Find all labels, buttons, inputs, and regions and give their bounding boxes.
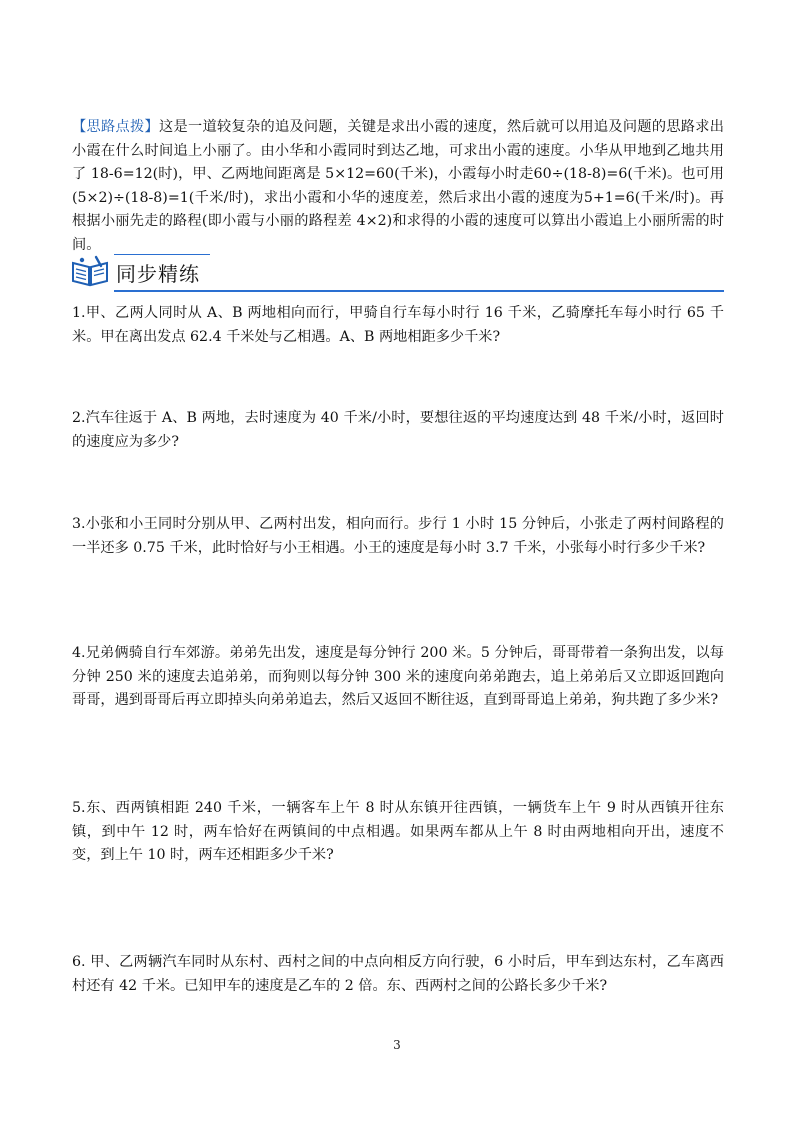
hint-label: 【思路点拨】 bbox=[72, 119, 159, 135]
section-title: 同步精练 bbox=[116, 262, 200, 286]
hint-text: 这是一道较复杂的追及问题，关键是求出小霞的速度，然后就可以用追及问题的思路求出小霞在什么时间追上小丽了。由小华和小霞同时到达乙地，可求出小霞的速度。小华从甲地到乙地共用了 18-6=12(时)，甲、乙两地间距离是 5×12=60(千米)，小霞每小时走60÷(18-8)=6(千米)。也可用(5×2)÷(18-8)=1(千米/时)，求出小霞和小华的速度差，然后求出小霞的速度为5+1=6(千米/时)。再根据小丽先走的路程(即小霞与小丽的路程差 4×2)和求得的小霞的速度可以算出小霞追上小丽所需的时间。 bbox=[72, 119, 724, 253]
hint-paragraph bbox=[72, 116, 724, 257]
section-overline bbox=[114, 254, 210, 255]
section-divider bbox=[114, 290, 724, 292]
question-4: 4.兄弟俩骑自行车郊游。弟弟先出发，速度是每分钟行 200 米。5 分钟后，哥哥带着一条狗出发，以每分钟 250 米的速度去追弟弟，而狗则以每分钟 300 米的速度向弟弟跑去，追上弟弟后又立即返回跑向哥哥，遇到哥哥后再立即掉头向弟弟追去，然后又返回不断往返，直到哥哥追上弟弟，狗共跑了多少米? bbox=[72, 645, 724, 708]
question-1: 1.甲、乙两人同时从 A、B 两地相向而行，甲骑自行车每小时行 16 千米，乙骑摩托车每小时行 65 千米。甲在离出发点 62.4 千米处与乙相遇。A、B 两地相距多少千米? bbox=[72, 305, 724, 345]
book-icon bbox=[70, 254, 110, 288]
question-3: 3.小张和小王同时分别从甲、乙两村出发，相向而行。步行 1 小时 15 分钟后，小张走了两村间路程的一半还多 0.75 千米，此时恰好与小王相遇。小王的速度是每小时 3.7 千米，小张每小时行多少千米? bbox=[72, 516, 724, 556]
page-number: 3 bbox=[393, 1038, 401, 1052]
section-header bbox=[70, 252, 724, 294]
question-2: 2.汽车往返于 A、B 两地，去时速度为 40 千米/小时，要想往返的平均速度达到 48 千米/小时，返回时的速度应为多少? bbox=[72, 410, 724, 450]
question-5: 5.东、西两镇相距 240 千米，一辆客车上午 8 时从东镇开往西镇，一辆货车上午 9 时从西镇开往东镇，到中午 12 时，两车恰好在两镇间的中点相遇。如果两车都从上午 8 时由两地相向开出，速度不变，到上午 10 时，两车还相距多少千米? bbox=[72, 800, 724, 863]
question-6: 6. 甲、乙两辆汽车同时从东村、西村之间的中点向相反方向行驶，6 小时后，甲车到达东村，乙车离西村还有 42 千米。已知甲车的速度是乙车的 2 倍。东、西两村之间的公路长多少千米? bbox=[72, 954, 724, 994]
